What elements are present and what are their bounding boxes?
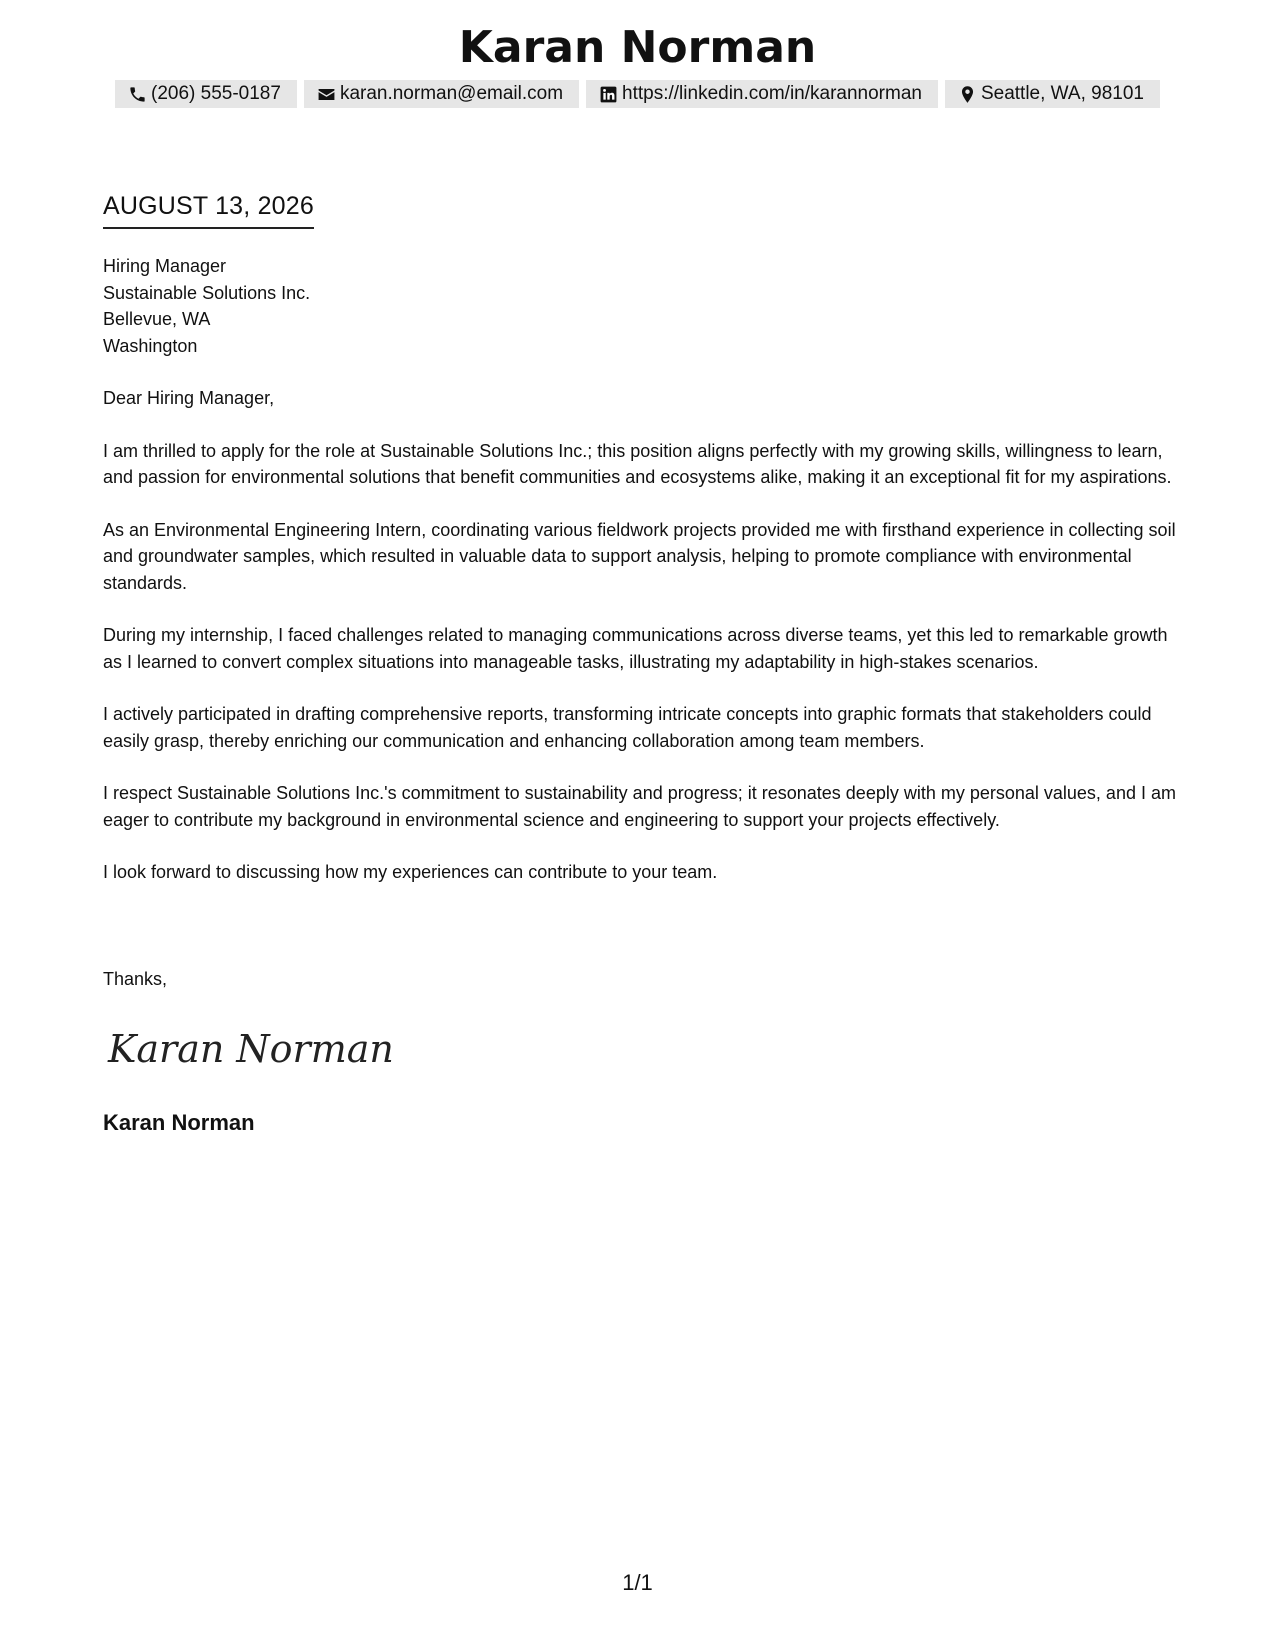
letter-body	[103, 385, 1178, 912]
applicant-name: Karan Norman	[458, 22, 817, 73]
salutation: Dear Hiring Manager,	[103, 388, 275, 408]
body-paragraph: I respect Sustainable Solutions Inc.'s commitment to sustainability and progress; it resonates deeply with my personal values, and I am eager to contribute my background in environmental science and engineering to support your projects effectively.	[103, 783, 1176, 830]
closing: Thanks,	[103, 969, 168, 989]
recipient-title: Hiring Manager	[103, 256, 227, 276]
envelope-icon	[317, 85, 336, 104]
phone-text: (206) 555-0187	[151, 83, 281, 104]
email-text: karan.norman@email.com	[339, 83, 564, 104]
phone-chip	[115, 80, 297, 108]
body-paragraph: As an Environmental Engineering Intern, coordinating various fieldwork projects provided me with firsthand experience in collecting soil and groundwater samples, which resulted in valuable data to support analysis, helping to promote compliance with environmental standards.	[103, 519, 1176, 593]
location-text: Seattle, WA, 98101	[980, 83, 1144, 104]
map-marker-icon	[958, 85, 977, 104]
phone-icon	[128, 85, 147, 104]
signature-text: Karan Norman	[108, 1027, 394, 1071]
handwritten-signature	[106, 1020, 394, 1085]
recipient-block	[103, 253, 310, 359]
body-paragraph: I actively participated in drafting comprehensive reports, transforming intricate concepts into graphic formats that stakeholders could easily grasp, thereby enriching our communication and enhancing collaboration among team members.	[103, 704, 1152, 751]
linkedin-text: https://linkedin.com/in/karannorman	[622, 83, 922, 104]
email-chip	[304, 80, 579, 108]
letter-date: AUGUST 13, 2026	[103, 192, 314, 229]
recipient-company: Sustainable Solutions Inc.	[103, 282, 311, 303]
body-paragraph: I am thrilled to apply for the role at Sustainable Solutions Inc.; this position aligns perfectly with my growing skills, willingness to learn, and passion for environmental solutions that benefit communities and ecosystems alike, making it an exceptional fit for my aspirations.	[103, 440, 1172, 487]
recipient-city: Bellevue, WA	[103, 309, 211, 329]
linkedin-chip	[586, 80, 938, 108]
contact-bar	[0, 80, 1275, 108]
linkedin-icon	[599, 85, 618, 104]
body-paragraph: During my internship, I faced challenges related to managing communications across diverse teams, yet this led to remarkable growth as I learned to convert complex situations into manageable tasks, illustrating my adaptability in high-stakes scenarios.	[103, 625, 1168, 672]
body-paragraph: I look forward to discussing how my experiences can contribute to your team.	[103, 862, 718, 882]
location-chip	[945, 80, 1160, 108]
page-number: 1/1	[622, 1570, 653, 1595]
recipient-state: Washington	[103, 335, 198, 356]
signer-name: Karan Norman	[103, 1110, 255, 1135]
